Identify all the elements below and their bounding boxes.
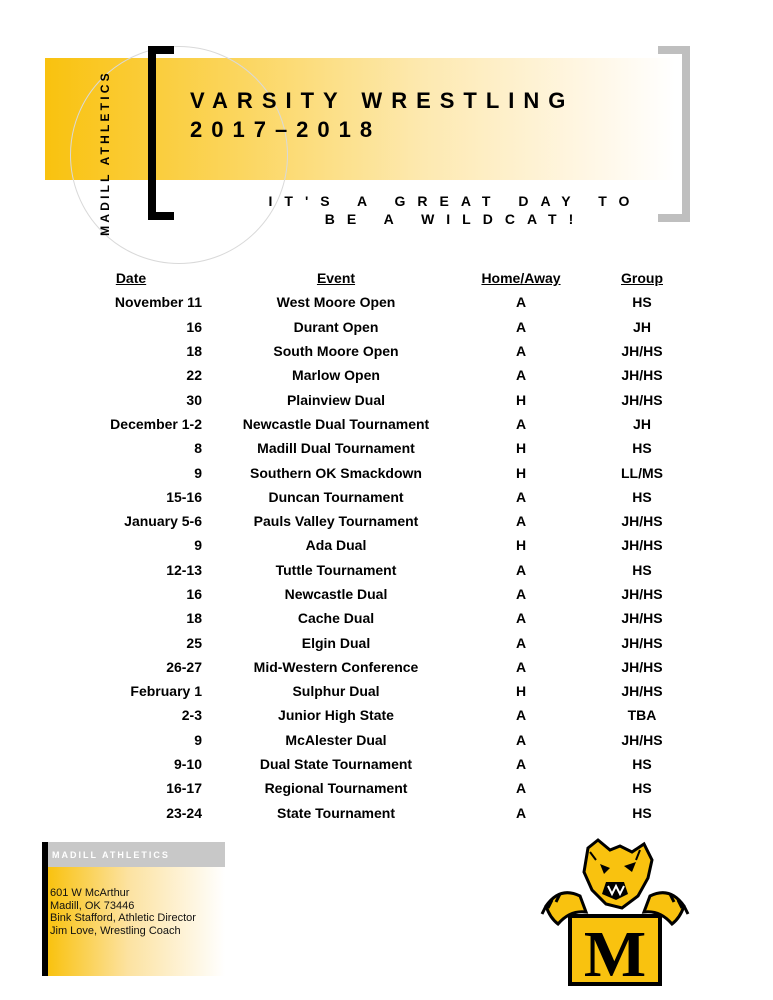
event-cell: Newcastle Dual Tournament <box>242 415 430 432</box>
home-away-cell: A <box>515 488 527 505</box>
table-row <box>60 387 712 411</box>
footer-org: MADILL ATHLETICS <box>52 849 170 860</box>
schedule-table <box>60 266 712 825</box>
header-date: Date <box>115 270 147 287</box>
home-away-cell: A <box>515 658 527 675</box>
table-row <box>60 630 712 654</box>
wildcat-logo <box>540 838 690 988</box>
home-away-cell: A <box>515 294 527 311</box>
date-cell: 15-16 <box>166 488 202 505</box>
home-away-cell: A <box>515 610 527 627</box>
event-cell: Pauls Valley Tournament <box>253 513 419 530</box>
table-row <box>60 703 712 727</box>
date-cell: 18 <box>186 610 202 627</box>
home-away-cell: A <box>515 780 527 797</box>
group-cell: JH/HS <box>621 343 663 360</box>
schedule-header-row <box>60 266 712 290</box>
group-cell: HS <box>632 440 652 457</box>
group-cell: LL/MS <box>621 464 663 481</box>
side-label-wrap <box>80 60 130 246</box>
group-cell: HS <box>632 488 652 505</box>
event-cell: Regional Tournament <box>264 780 408 797</box>
date-cell: 26-27 <box>166 658 202 675</box>
date-cell: 9-10 <box>173 756 202 773</box>
event-cell: Madill Dual Tournament <box>257 440 415 457</box>
group-cell: JH/HS <box>621 537 663 554</box>
table-row <box>60 558 712 582</box>
group-cell: HS <box>632 804 652 821</box>
date-cell: 23-24 <box>166 804 202 821</box>
footer-line: Bink Stafford, Athletic Director <box>50 912 196 924</box>
table-row <box>60 412 712 436</box>
home-away-cell: H <box>515 683 527 700</box>
home-away-cell: H <box>515 537 527 554</box>
event-cell: Elgin Dual <box>301 634 371 651</box>
table-row <box>60 436 712 460</box>
header-event: Event <box>316 270 356 287</box>
group-cell: JH <box>633 318 651 335</box>
table-row <box>60 728 712 752</box>
home-away-cell: A <box>515 343 527 360</box>
wildcat-head-icon <box>584 840 652 908</box>
event-cell: Mid-Western Conference <box>253 658 419 675</box>
event-cell: Ada Dual <box>305 537 367 554</box>
date-cell: December 1-2 <box>110 415 202 432</box>
table-row <box>60 582 712 606</box>
logo-letter: M <box>583 918 647 988</box>
group-cell: JH <box>633 415 651 432</box>
home-away-cell: A <box>515 561 527 578</box>
event-cell: West Moore Open <box>276 294 396 311</box>
home-away-cell: H <box>515 440 527 457</box>
group-cell: JH/HS <box>621 586 663 602</box>
table-row <box>60 339 712 363</box>
footer-line: Madill, OK 73446 <box>50 899 135 912</box>
date-cell: November 11 <box>114 294 202 311</box>
date-cell: 22 <box>186 367 202 384</box>
table-row <box>60 776 712 800</box>
event-cell: Southern OK Smackdown <box>250 464 422 481</box>
event-cell: Tuttle Tournament <box>275 561 397 578</box>
group-cell: JH/HS <box>621 731 663 748</box>
date-cell: 16-17 <box>166 780 202 797</box>
table-row <box>60 533 712 557</box>
table-row <box>60 679 712 703</box>
date-cell: 18 <box>186 343 202 360</box>
home-away-cell: A <box>515 367 527 384</box>
side-label: MADILL ATHLETICS <box>98 70 113 236</box>
group-cell: HS <box>632 780 652 797</box>
group-cell: HS <box>632 561 652 578</box>
date-cell: 9 <box>194 731 202 748</box>
group-cell: TBA <box>627 707 657 724</box>
event-cell: Plainview Dual <box>286 391 386 408</box>
home-away-cell: A <box>515 634 527 651</box>
date-cell: February 1 <box>130 683 202 700</box>
group-cell: JH/HS <box>621 634 663 651</box>
group-cell: JH/HS <box>621 610 663 627</box>
table-row <box>60 485 712 509</box>
home-away-cell: A <box>515 731 527 748</box>
home-away-cell: A <box>515 756 527 773</box>
event-cell: Dual State Tournament <box>259 756 413 773</box>
left-bracket <box>148 46 174 220</box>
header-group: Group <box>621 270 663 287</box>
table-row <box>60 655 712 679</box>
header-home-away: Home/Away <box>481 270 561 287</box>
home-away-cell: H <box>515 391 527 408</box>
event-cell: Durant Open <box>293 318 379 335</box>
home-away-cell: A <box>515 318 527 335</box>
date-cell: 25 <box>186 634 202 651</box>
footer-line: 601 W McArthur <box>50 887 130 899</box>
group-cell: JH/HS <box>621 513 663 530</box>
home-away-cell: H <box>515 464 527 481</box>
event-cell: State Tournament <box>277 804 395 821</box>
home-away-cell: A <box>515 804 527 821</box>
event-cell: Marlow Open <box>292 367 380 384</box>
table-row <box>60 801 712 825</box>
date-cell: 9 <box>194 464 202 481</box>
event-cell: Cache Dual <box>297 610 375 627</box>
group-cell: JH/HS <box>621 683 663 700</box>
table-row <box>60 315 712 339</box>
table-row <box>60 752 712 776</box>
schedule-body <box>60 290 712 825</box>
date-cell: 8 <box>194 440 202 457</box>
event-cell: Newcastle Dual <box>284 586 388 602</box>
page-title <box>190 86 574 144</box>
tagline: IT'S A GREAT DAY TO BE A WILDCAT! <box>268 193 642 227</box>
group-cell: HS <box>632 294 652 311</box>
home-away-cell: A <box>515 415 527 432</box>
title-line-1: VARSITY WRESTLING <box>190 88 575 113</box>
home-away-cell: A <box>515 586 527 602</box>
event-cell: South Moore Open <box>273 343 399 360</box>
table-row <box>60 509 712 533</box>
footer-address <box>50 887 196 937</box>
date-cell: January 5-6 <box>124 513 202 530</box>
table-row <box>60 290 712 314</box>
table-row <box>60 363 712 387</box>
table-row <box>60 606 712 630</box>
footer-line: Jim Love, Wrestling Coach <box>50 924 181 937</box>
footer-title-bar <box>48 842 225 867</box>
event-cell: Junior High State <box>278 707 394 724</box>
date-cell: 16 <box>186 318 202 335</box>
title-line-2: 2017–2018 <box>190 117 382 142</box>
event-cell: Sulphur Dual <box>292 683 380 700</box>
event-cell: McAlester Dual <box>285 731 387 748</box>
group-cell: JH/HS <box>621 367 663 384</box>
group-cell: JH/HS <box>621 658 663 675</box>
home-away-cell: A <box>515 513 527 530</box>
group-cell: HS <box>632 756 652 773</box>
group-cell: JH/HS <box>621 391 663 408</box>
date-cell: 16 <box>186 586 202 602</box>
date-cell: 2-3 <box>181 707 202 724</box>
date-cell: 9 <box>194 537 202 554</box>
date-cell: 30 <box>186 391 202 408</box>
date-cell: 12-13 <box>166 561 202 578</box>
home-away-cell: A <box>515 707 527 724</box>
table-row <box>60 460 712 484</box>
event-cell: Duncan Tournament <box>268 488 404 505</box>
